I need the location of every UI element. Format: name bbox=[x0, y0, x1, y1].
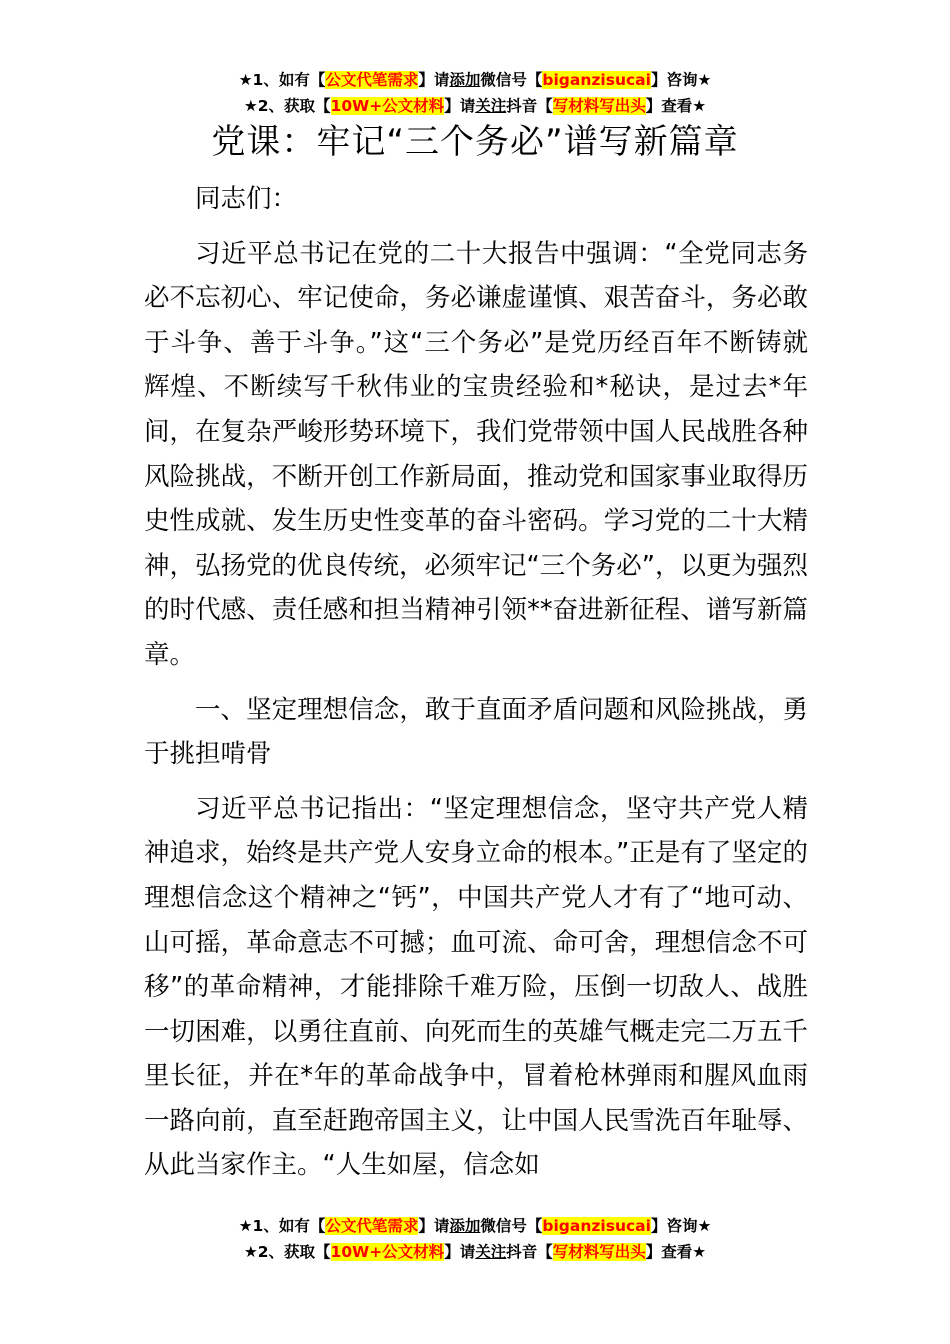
banner-text: 】咨询★ bbox=[650, 71, 712, 89]
banner-text: ★1、如有【 bbox=[238, 1217, 326, 1235]
underlined-text: 关注 bbox=[475, 97, 507, 115]
document-title: 党课：牢记“三个务必”谱写新篇章 bbox=[211, 122, 739, 162]
top-banner-line-1 bbox=[0, 67, 950, 93]
section-heading: 一、坚定理想信念，敢于直面矛盾问题和风险挑战，勇于挑担啃骨 bbox=[144, 694, 808, 770]
highlight-service-text: 公文代笔需求 bbox=[325, 1217, 419, 1235]
banner-text: 】查看★ bbox=[645, 97, 707, 115]
top-banner bbox=[0, 67, 950, 119]
underlined-text: 添加 bbox=[449, 71, 481, 89]
banner-text: ★2、获取【 bbox=[243, 97, 331, 115]
banner-text: ★2、获取【 bbox=[243, 1243, 331, 1261]
bottom-banner-line-1 bbox=[0, 1213, 950, 1239]
banner-text: 】请 bbox=[444, 1243, 476, 1261]
banner-text: 】请 bbox=[418, 1217, 450, 1235]
wechat-id-text: biganzisucai bbox=[542, 71, 651, 89]
banner-text: 】咨询★ bbox=[650, 1217, 712, 1235]
body-paragraph: 习近平总书记指出：“坚定理想信念，坚守共产党人精神追求，始终是共产党人安身立命的根本。”正是有了坚定的理想信念这个精神之“钙”，中国共产党人才有了“地可动、山可摇，革命意志不可撼；血可流、命可舍，理想信念不可移”的革命精神，才能排除千难万险，压倒一切敌人、战胜一切困难，以勇往直前、向死而生的英雄气概走完二万五千里长征，并在*年的革命战争中，冒着枪林弹雨和腥风血雨一路向前，直至赶跑帝国主义，让中国人民雪洗百年耻辱、从此当家作主。“人生如屋，信念如 bbox=[144, 793, 808, 1181]
banner-text: 】请 bbox=[444, 97, 476, 115]
banner-text: 微信号【 bbox=[480, 71, 543, 89]
banner-text: ★1、如有【 bbox=[238, 71, 326, 89]
douyin-id-text: 写材料写出头 bbox=[552, 97, 646, 115]
banner-text: 】查看★ bbox=[645, 1243, 707, 1261]
salutation-paragraph: 同志们： bbox=[195, 184, 298, 214]
underlined-text: 关注 bbox=[475, 1243, 507, 1261]
body-paragraph: 习近平总书记在党的二十大报告中强调：“全党同志务必不忘初心、牢记使命，务必谦虚谨慎、艰苦奋斗，务必敢于斗争、善于斗争。”这“三个务必”是党历经百年不断铸就辉煌、不断续写千秋伟业的宝贵经验和*秘诀，是过去*年间，在复杂严峻形势环境下，我们党带领中国人民战胜各种风险挑战，不断开创工作新局面，推动党和国家事业取得历史性成就、发生历史性变革的奋斗密码。学习党的二十大精神，弘扬党的优良传统，必须牢记“三个务必”，以更为强烈的时代感、责任感和担当精神引领**奋进新征程、谱写新篇章。 bbox=[144, 238, 808, 670]
highlight-service-text: 公文代笔需求 bbox=[325, 71, 419, 89]
banner-text: 抖音【 bbox=[506, 1243, 553, 1261]
bottom-banner-line-2 bbox=[0, 1239, 950, 1265]
douyin-id-text: 写材料写出头 bbox=[552, 1243, 646, 1261]
document-body bbox=[144, 177, 808, 1198]
banner-text: 】请 bbox=[418, 71, 450, 89]
underlined-text: 添加 bbox=[449, 1217, 481, 1235]
banner-text: 微信号【 bbox=[480, 1217, 543, 1235]
banner-text: 抖音【 bbox=[506, 97, 553, 115]
highlight-materials-text: 10W+公文材料 bbox=[330, 97, 445, 115]
wechat-id-text: biganzisucai bbox=[542, 1217, 651, 1235]
bottom-banner bbox=[0, 1213, 950, 1265]
highlight-materials-text: 10W+公文材料 bbox=[330, 1243, 445, 1261]
